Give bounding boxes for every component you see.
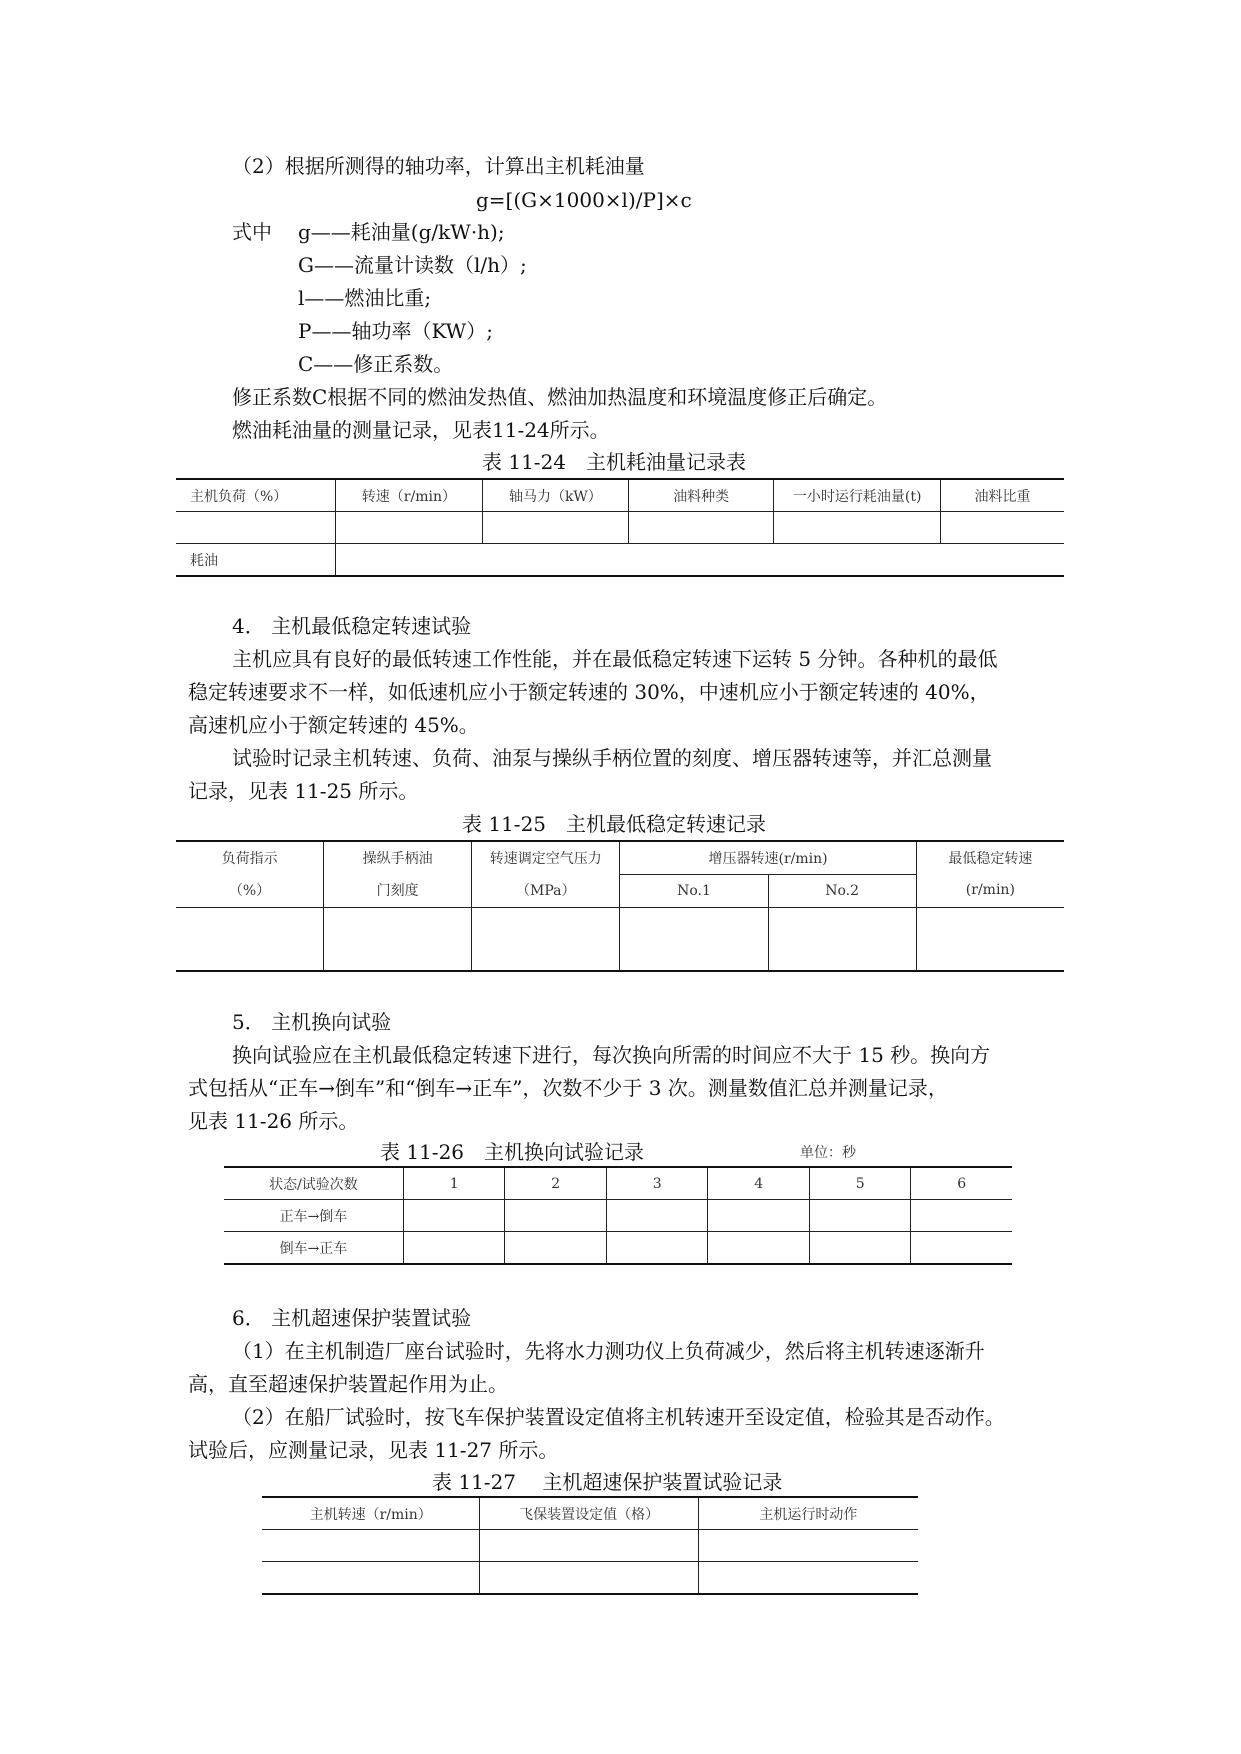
section-6-line-4: 试验后，应测量记录，见表 11-27 所示。 — [188, 1438, 559, 1462]
t25-header-handle: 操纵手柄油 — [324, 841, 472, 874]
t27-cell — [480, 1530, 698, 1562]
t26-header-status: 状态/试验次数 — [224, 1167, 403, 1200]
table-row — [176, 907, 1064, 971]
para-record: 燃油耗油量的测量记录，见表11-24所示。 — [232, 418, 610, 442]
section-4-line-2: 稳定转速要求不一样，如低速机应小于额定转速的 30%，中速机应小于额定转速的 40%， — [188, 680, 990, 704]
t24-header-load: 主机负荷（%） — [176, 479, 336, 512]
t25-header-turbo-speed: 增压器转速(r/min) — [620, 841, 916, 874]
t24-header-shaft-hp: 轴马力（kW） — [482, 479, 628, 512]
section-6-line-2: 高，直至超速保护装置起作用为止。 — [188, 1372, 508, 1396]
t27-cell — [480, 1562, 698, 1595]
t27-cell — [698, 1530, 918, 1562]
table-24 — [176, 478, 1064, 577]
table-row — [176, 512, 1064, 544]
table-row — [262, 1562, 918, 1595]
t25-cell — [472, 907, 620, 971]
t26-cell — [809, 1232, 911, 1265]
t26-cell — [911, 1200, 1012, 1232]
item-2-text: （2）根据所测得的轴功率，计算出主机耗油量 — [232, 154, 645, 178]
t25-header-min-speed: 最低稳定转速 — [916, 841, 1064, 874]
table-row — [176, 544, 1064, 577]
t26-header-5: 5 — [809, 1167, 911, 1200]
table-25 — [176, 840, 1064, 972]
t24-cell — [482, 512, 628, 544]
table-26-caption: 表 11-26 主机换向试验记录 — [380, 1140, 645, 1164]
table-row — [224, 1200, 1012, 1232]
t25-cell — [324, 907, 472, 971]
t26-header-3: 3 — [606, 1167, 708, 1200]
section-5-line-2: 式包括从“正车→倒车”和“倒车→正车”，次数不少于 3 次。测量数值汇总并测量记录， — [188, 1076, 948, 1100]
def-l: l——燃油比重; — [298, 286, 432, 310]
section-6-line-1: （1）在主机制造厂座台试验时，先将水力测功仪上负荷减少，然后将主机转速逐渐升 — [232, 1339, 985, 1363]
t26-header-1: 1 — [403, 1167, 505, 1200]
t26-cell — [809, 1200, 911, 1232]
t24-header-speed: 转速（r/min） — [336, 479, 483, 512]
t24-row-label-consumption: 耗油 — [176, 544, 336, 577]
t26-cell — [505, 1232, 607, 1265]
table-27 — [262, 1496, 918, 1595]
table-row — [262, 1530, 918, 1562]
section-4-line-5: 记录，见表 11-25 所示。 — [188, 779, 419, 803]
t26-header-4: 4 — [708, 1167, 810, 1200]
t25-cell — [176, 907, 324, 971]
section-6-heading: 6． 主机超速保护装置试验 — [232, 1306, 472, 1330]
t25-cell — [620, 907, 768, 971]
table-27-caption: 表 11-27 主机超速保护装置试验记录 — [432, 1470, 783, 1494]
table-26 — [224, 1166, 1012, 1265]
t24-cell — [774, 512, 941, 544]
section-4-line-1: 主机应具有良好的最低转速工作性能，并在最低稳定转速下运转 5 分钟。各种机的最低 — [232, 647, 998, 671]
t24-cell — [176, 512, 336, 544]
t26-cell — [403, 1200, 505, 1232]
t26-cell — [708, 1232, 810, 1265]
formula: g=[(G×1000×l)/P]×c — [476, 188, 692, 212]
t26-row-ahead-to-astern: 正车→倒车 — [224, 1200, 403, 1232]
t25-header-no1: No.1 — [620, 874, 768, 907]
def-G: G——流量计读数（l/h）; — [298, 253, 527, 277]
t26-header-2: 2 — [505, 1167, 607, 1200]
section-5-line-3: 见表 11-26 所示。 — [188, 1109, 359, 1133]
section-4-heading: 4． 主机最低稳定转速试验 — [232, 614, 472, 638]
t25-header-air-pressure: 转速调定空气压力 — [472, 841, 620, 874]
t25-header-handle-scale: 门刻度 — [324, 874, 472, 907]
t24-cell — [941, 512, 1064, 544]
t26-row-astern-to-ahead: 倒车→正车 — [224, 1232, 403, 1265]
def-g: g——耗油量(g/kW·h); — [298, 220, 505, 244]
t24-header-hourly-consumption: 一小时运行耗油量(t) — [774, 479, 941, 512]
section-4-line-3: 高速机应小于额定转速的 45%。 — [188, 713, 479, 737]
t24-header-fuel-type: 油料种类 — [629, 479, 774, 512]
t25-header-pressure-unit: （MPa） — [472, 874, 620, 907]
where-label: 式中 — [232, 220, 272, 244]
t27-cell — [262, 1530, 480, 1562]
section-6-line-3: （2）在船厂试验时，按飞车保护装置设定值将主机转速开至设定值，检验其是否动作。 — [232, 1405, 1005, 1429]
t24-header-fuel-density: 油料比重 — [941, 479, 1064, 512]
t26-cell — [708, 1200, 810, 1232]
t27-header-setting: 飞保装置设定值（格） — [480, 1497, 698, 1530]
def-P: P——轴功率（KW）; — [298, 319, 493, 343]
t26-cell — [606, 1200, 708, 1232]
para-correction: 修正系数C根据不同的燃油发热值、燃油加热温度和环境温度修正后确定。 — [232, 385, 888, 409]
t25-cell — [916, 907, 1064, 971]
t24-cell — [629, 512, 774, 544]
t26-header-6: 6 — [911, 1167, 1012, 1200]
t27-cell — [262, 1562, 480, 1595]
section-5-heading: 5． 主机换向试验 — [232, 1010, 392, 1034]
t26-cell — [911, 1232, 1012, 1265]
table-row — [224, 1232, 1012, 1265]
t26-cell — [505, 1200, 607, 1232]
t25-cell — [768, 907, 916, 971]
t26-cell — [403, 1232, 505, 1265]
t25-header-speed-unit: (r/min) — [916, 874, 1064, 907]
t25-header-no2: No.2 — [768, 874, 916, 907]
def-C: C——修正系数。 — [298, 352, 454, 376]
t27-header-action: 主机运行时动作 — [698, 1497, 918, 1530]
t24-cell — [336, 512, 483, 544]
t24-cell — [336, 544, 1064, 577]
section-5-line-1: 换向试验应在主机最低稳定转速下进行，每次换向所需的时间应不大于 15 秒。换向方 — [232, 1043, 991, 1067]
section-4-line-4: 试验时记录主机转速、负荷、油泵与操纵手柄位置的刻度、增压器转速等，并汇总测量 — [232, 746, 992, 770]
t25-header-load-unit: （%） — [176, 874, 324, 907]
table-26-unit: 单位：秒 — [800, 1145, 856, 1161]
t25-header-load-indicator: 负荷指示 — [176, 841, 324, 874]
table-24-caption: 表 11-24 主机耗油量记录表 — [482, 450, 747, 474]
table-25-caption: 表 11-25 主机最低稳定转速记录 — [462, 812, 767, 836]
t27-cell — [698, 1562, 918, 1595]
t26-cell — [606, 1232, 708, 1265]
t27-header-speed: 主机转速（r/min） — [262, 1497, 480, 1530]
